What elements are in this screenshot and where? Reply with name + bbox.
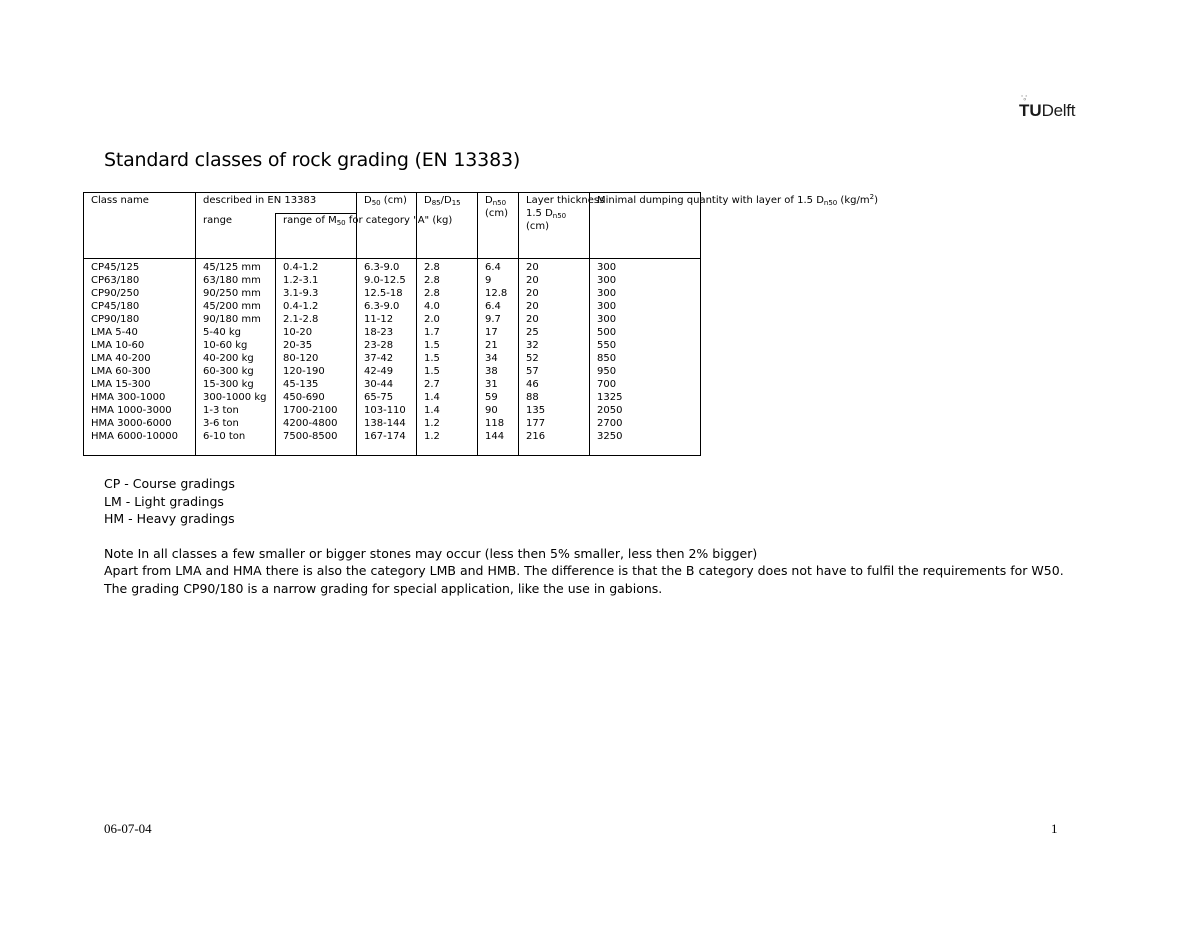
cell-dn50: 34	[485, 353, 498, 364]
cell-class: LMA 5-40	[91, 327, 138, 338]
cell-d50: 6.3-9.0	[364, 301, 400, 312]
cell-ratio: 1.2	[424, 431, 440, 442]
cell-layer: 25	[526, 327, 539, 338]
cell-layer: 20	[526, 288, 539, 299]
header-range: range	[196, 214, 276, 259]
cell-dn50: 21	[485, 340, 498, 351]
cell-d50: 42-49	[364, 366, 394, 377]
cell-m50: 2.1-2.8	[283, 314, 319, 325]
cell-class: LMA 15-300	[91, 379, 151, 390]
cell-range: 15-300 kg	[203, 379, 254, 390]
cell-min: 500	[597, 327, 617, 338]
cell-range: 6-10 ton	[203, 431, 246, 442]
cell-min: 300	[597, 314, 617, 325]
cell-m50: 450-690	[283, 392, 325, 403]
cell-range: 40-200 kg	[203, 353, 254, 364]
cell-min: 1325	[597, 392, 623, 403]
cell-d50: 6.3-9.0	[364, 262, 400, 273]
cell-class: CP63/180	[91, 275, 140, 286]
footer-date: 06-07-04	[104, 821, 152, 836]
cell-m50: 120-190	[283, 366, 325, 377]
cell-min: 850	[597, 353, 617, 364]
cell-class: CP90/250	[91, 288, 140, 299]
cell-dn50: 90	[485, 405, 498, 416]
cell-m50: 0.4-1.2	[283, 301, 319, 312]
legend-lm: LM - Light gradings	[104, 493, 224, 509]
column-d50	[357, 259, 417, 456]
cell-class: LMA 40-200	[91, 353, 151, 364]
cell-ratio: 1.5	[424, 353, 440, 364]
cell-m50: 4200-4800	[283, 418, 338, 429]
notes	[104, 475, 1184, 597]
cell-d50: 30-44	[364, 379, 394, 390]
cell-min: 550	[597, 340, 617, 351]
cell-range: 3-6 ton	[203, 418, 239, 429]
cell-ratio: 1.2	[424, 418, 440, 429]
cell-min: 700	[597, 379, 617, 390]
cell-class: HMA 1000-3000	[91, 405, 172, 416]
cell-range: 63/180 mm	[203, 275, 261, 286]
column-dn50	[478, 259, 519, 456]
column-m50	[276, 259, 357, 456]
cell-dn50: 59	[485, 392, 498, 403]
cell-d50: 18-23	[364, 327, 394, 338]
cell-dn50: 118	[485, 418, 505, 429]
cell-range: 90/180 mm	[203, 314, 261, 325]
cell-ratio: 2.8	[424, 275, 440, 286]
cell-range: 90/250 mm	[203, 288, 261, 299]
table-header-row	[84, 193, 701, 214]
cell-d50: 65-75	[364, 392, 394, 403]
cell-ratio: 2.0	[424, 314, 440, 325]
cell-m50: 20-35	[283, 340, 313, 351]
cell-ratio: 2.8	[424, 262, 440, 273]
cell-m50: 0.4-1.2	[283, 262, 319, 273]
cell-range: 5-40 kg	[203, 327, 242, 338]
header-d85-d15: $D_{85}/D_{15}$	[417, 193, 478, 259]
cell-layer: 57	[526, 366, 539, 377]
header-minimal-dumping: Minimal dumping quantity with layer of 1.5 $D_{n50}$ $(kg/m^2)$	[590, 193, 701, 259]
cell-d50: 12.5-18	[364, 288, 403, 299]
cell-m50: 7500-8500	[283, 431, 338, 442]
cell-range: 1-3 ton	[203, 405, 239, 416]
cell-dn50: 38	[485, 366, 498, 377]
header-range-m50: range of $M_{50}$ for category "A" (kg)	[276, 214, 357, 259]
cell-dn50: 9.7	[485, 314, 501, 325]
cell-d50: 103-110	[364, 405, 406, 416]
cell-m50: 45-135	[283, 379, 319, 390]
cell-dn50: 144	[485, 431, 505, 442]
cell-class: CP90/180	[91, 314, 140, 325]
cell-dn50: 6.4	[485, 262, 501, 273]
column-range	[196, 259, 276, 456]
column-minimal-dumping	[590, 259, 701, 456]
flame-icon: ﾟ৹ﾟ	[1021, 95, 1028, 103]
cell-min: 300	[597, 275, 617, 286]
cell-layer: 177	[526, 418, 546, 429]
cell-range: 45/125 mm	[203, 262, 261, 273]
legend-cp: CP - Course gradings	[104, 476, 235, 491]
cell-class: CP45/125	[91, 262, 140, 273]
rock-grading-table	[83, 192, 878, 456]
cell-min: 300	[597, 262, 617, 273]
cell-class: HMA 300-1000	[91, 392, 166, 403]
cell-m50: 1700-2100	[283, 405, 338, 416]
cell-dn50: 9	[485, 275, 492, 286]
logo-wordmark: TUDelft	[1019, 101, 1076, 120]
cell-layer: 20	[526, 275, 539, 286]
column-class-name	[84, 259, 196, 456]
header-class-name: Class name	[84, 193, 196, 259]
note-categories: Apart from LMA and HMA there is also the category LMB and HMB. The difference is that the B category does not have to fulfil the requirements for W50.	[104, 563, 1064, 578]
column-d85-d15	[417, 259, 478, 456]
cell-min: 950	[597, 366, 617, 377]
cell-layer: 20	[526, 301, 539, 312]
column-layer-thickness	[519, 259, 590, 456]
page-number: 1	[1051, 821, 1058, 836]
note-stones: Note In all classes a few smaller or bigger stones may occur (less then 5% smaller, less then 2% bigger)	[104, 545, 758, 561]
cell-layer: 20	[526, 314, 539, 325]
cell-d50: 37-42	[364, 353, 394, 364]
cell-class: LMA 60-300	[91, 366, 151, 377]
cell-layer: 216	[526, 431, 546, 442]
cell-layer: 32	[526, 340, 539, 351]
cell-ratio: 1.7	[424, 327, 440, 338]
cell-d50: 11-12	[364, 314, 394, 325]
cell-min: 300	[597, 288, 617, 299]
cell-dn50: 31	[485, 379, 498, 390]
cell-layer: 135	[526, 405, 546, 416]
cell-layer: 20	[526, 262, 539, 273]
cell-min: 3250	[597, 431, 623, 442]
cell-d50: 9.0-12.5	[364, 275, 406, 286]
cell-layer: 46	[526, 379, 539, 390]
cell-m50: 1.2-3.1	[283, 275, 319, 286]
cell-m50: 10-20	[283, 327, 313, 338]
cell-d50: 138-144	[364, 418, 406, 429]
cell-dn50: 12.8	[485, 288, 508, 299]
cell-range: 10-60 kg	[203, 340, 248, 351]
cell-layer: 88	[526, 392, 539, 403]
header-d50: $D_{50}$ (cm)	[357, 193, 417, 259]
cell-min: 300	[597, 301, 617, 312]
cell-d50: 23-28	[364, 340, 394, 351]
cell-ratio: 1.4	[424, 405, 440, 416]
header-layer-thickness: Layer thickness 1.5 $D_{n50}$ (cm)	[519, 193, 590, 259]
page-title: Standard classes of rock grading (EN 13383)	[104, 149, 521, 171]
cell-ratio: 1.5	[424, 340, 440, 351]
cell-range: 60-300 kg	[203, 366, 254, 377]
cell-min: 2700	[597, 418, 623, 429]
table-body	[84, 259, 701, 456]
cell-m50: 3.1-9.3	[283, 288, 319, 299]
header-dn50: $D_{n50}$ (cm)	[478, 193, 519, 259]
cell-dn50: 6.4	[485, 301, 501, 312]
note-cp90-180: The grading CP90/180 is a narrow grading for special application, like the use in gabions.	[104, 580, 663, 596]
cell-range: 45/200 mm	[203, 301, 261, 312]
cell-ratio: 1.5	[424, 366, 440, 377]
cell-class: HMA 6000-10000	[91, 431, 179, 442]
cell-class: CP45/180	[91, 301, 140, 312]
cell-ratio: 2.7	[424, 379, 440, 390]
cell-ratio: 1.4	[424, 392, 440, 403]
tudelft-logo	[1019, 93, 1089, 123]
cell-m50: 80-120	[283, 353, 319, 364]
header-described-in: described in EN 13383	[196, 193, 357, 214]
cell-d50: 167-174	[364, 431, 406, 442]
cell-layer: 52	[526, 353, 539, 364]
cell-ratio: 4.0	[424, 301, 440, 312]
cell-min: 2050	[597, 405, 623, 416]
cell-dn50: 17	[485, 327, 498, 338]
cell-class: HMA 3000-6000	[91, 418, 172, 429]
cell-range: 300-1000 kg	[203, 392, 267, 403]
legend-hm: HM - Heavy gradings	[104, 511, 235, 526]
cell-ratio: 2.8	[424, 288, 440, 299]
cell-class: LMA 10-60	[91, 340, 145, 351]
